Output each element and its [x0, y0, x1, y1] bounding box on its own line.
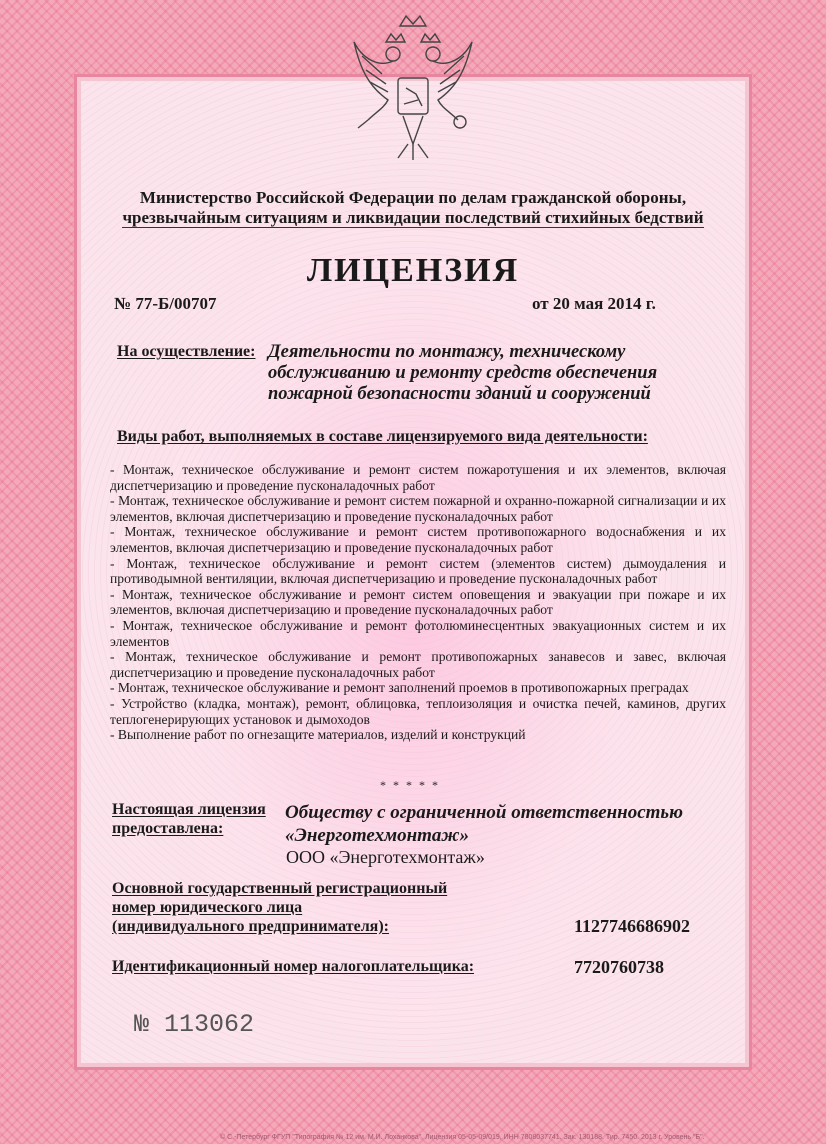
inn-label: Идентификационный номер налогоплательщика: — [112, 958, 475, 975]
ogrn-value: 1127746686902 — [574, 916, 691, 936]
list-item: - Монтаж, техническое обслуживание и ремонт противопожарных занавесов и завес, включая диспетчеризацию и проведение пусконаладочных работ — [110, 649, 726, 680]
printer-imprint: © С.-Петербург ФГУП "Типография № 12 им. М.И. Лоханкова". Лицензия 05-05-09/019, ИНН 7808037741. Зак. 130188. Тир. 7450. 2013 г. Уровень "Б". — [220, 1134, 705, 1141]
organization-name-line-2: «Энерготехмонтаж» — [285, 825, 470, 846]
ministry-line-2: чрезвычайным ситуациям и ликвидации последствий стихийных бедствий — [122, 208, 704, 227]
list-item: - Монтаж, техническое обслуживание и ремонт систем пожаротушения и их элементов, включая диспетчеризацию и проведение пусконаладочных работ — [110, 462, 726, 493]
inn-value: 7720760738 — [574, 957, 664, 977]
ministry-header — [100, 188, 726, 228]
ogrn-label-line-1: Основной государственный регистрационный — [112, 880, 448, 897]
organization-full-name — [285, 801, 715, 847]
license-title: ЛИЦЕНЗИЯ — [306, 252, 520, 289]
activity-description: Деятельности по монтажу, техническому обслуживанию и ремонту средств обеспечения пожарной безопасности зданий и сооружений — [268, 342, 658, 404]
list-item: - Монтаж, техническое обслуживание и ремонт систем противопожарного водоснабжения и их элементов, включая диспетчеризацию и проведение пусконаладочных работ — [110, 524, 726, 555]
organization-short-name: ООО «Энерготехмонтаж» — [286, 847, 485, 867]
blank-serial-number: № 113062 — [134, 1010, 255, 1039]
list-item: - Устройство (кладка, монтаж), ремонт, облицовка, теплоизоляция и очистка печей, каминов, других теплогенерирующих установок и дымоходов — [110, 695, 726, 727]
list-item: - Выполнение работ по огнезащите материалов, изделий и конструкций — [110, 727, 526, 743]
grantee-label — [112, 800, 282, 838]
ministry-line-1: Министерство Российской Федерации по делам гражданской обороны, — [139, 188, 687, 207]
ogrn-label-line-3: (индивидуального предпринимателя): — [112, 918, 389, 935]
list-item: - Монтаж, техническое обслуживание и ремонт заполнений проемов в противопожарных преградах — [110, 680, 689, 696]
grantee-label-line-2: предоставлена: — [112, 820, 224, 837]
list-item: - Монтаж, техническое обслуживание и ремонт систем (элементов систем) дымоудаления и противодымной вентиляции, включая диспетчеризацию и проведение пусконаладочных работ — [110, 555, 726, 587]
activity-label: На осуществление: — [117, 343, 256, 360]
works-label: Виды работ, выполняемых в составе лицензируемого вида деятельности: — [117, 428, 648, 445]
grantee-label-line-1: Настоящая лицензия — [112, 801, 266, 818]
works-list — [110, 462, 726, 743]
list-item: - Монтаж, техническое обслуживание и ремонт систем пожарной и охранно-пожарной сигнализации и их элементов, включая диспетчеризацию и проведение пусконаладочных работ — [110, 493, 726, 524]
organization-name-line-1: Обществу с ограниченной ответственностью — [285, 802, 683, 823]
license-number: № 77-Б/00707 — [114, 294, 217, 313]
coat-of-arms-emblem — [348, 8, 478, 168]
license-date: от 20 мая 2014 г. — [532, 294, 656, 313]
ogrn-label — [112, 879, 492, 936]
ogrn-label-line-2: номер юридического лица — [112, 899, 303, 916]
separator-stars: * * * * * — [380, 778, 440, 792]
list-item: - Монтаж, техническое обслуживание и ремонт систем оповещения и эвакуации при пожаре и их элементов, включая диспетчеризацию и проведение пусконаладочных работ — [110, 586, 726, 618]
list-item: - Монтаж, техническое обслуживание и ремонт фотолюминесцентных эвакуационных систем и их элементов — [110, 617, 726, 649]
